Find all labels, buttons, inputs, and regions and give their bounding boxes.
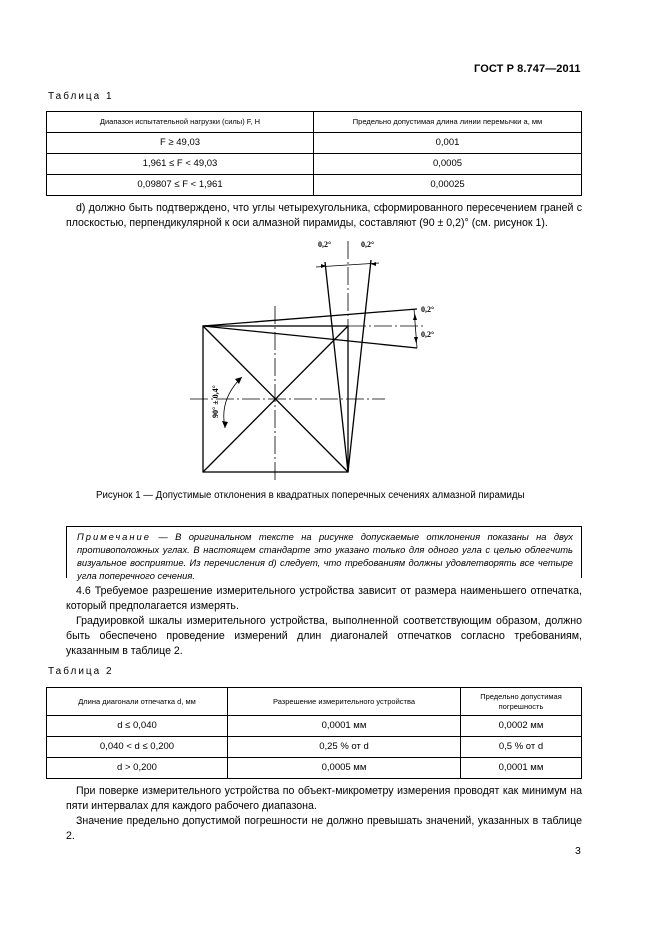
table2: [46, 687, 582, 779]
document-code: ГОСТ Р 8.747—2011: [474, 63, 581, 75]
label-right-upper: 0,2°: [421, 305, 435, 314]
table-row: [47, 175, 582, 196]
table1: [46, 111, 582, 196]
label-right-lower: 0,2°: [421, 330, 435, 339]
figure-diamond-pyramid-section: [185, 236, 455, 486]
table-cell: 0,0002 мм: [461, 716, 582, 737]
arrowhead: [413, 314, 417, 320]
table-cell: 0,001: [314, 133, 582, 154]
paragraph-4-6: 4.6 Требуемое разрешение измерительного устройства зависит от размера наименьшего отпечатка, который предполагается измерять.: [66, 585, 582, 612]
deviation-line: [348, 260, 371, 472]
table-cell: 0,0005: [314, 154, 582, 175]
table-cell: d > 0,200: [47, 758, 228, 779]
table-cell: F ≥ 49,03: [47, 133, 314, 154]
table2-header-cell: Длина диагонали отпечатка d, мм: [47, 688, 228, 716]
table-header-row: [47, 688, 582, 716]
table-cell: d ≤ 0,040: [47, 716, 228, 737]
note-label: Примечание: [77, 531, 151, 542]
paragraph-limit: Значение предельно допустимой погрешности не должно превышать значений, указанных в таблице 2.: [66, 815, 582, 842]
deviation-line: [203, 326, 417, 348]
table-cell: 0,0001 мм: [461, 758, 582, 779]
table-cell: 0,040 < d ≤ 0,200: [47, 737, 228, 758]
table-cell: 0,0005 мм: [228, 758, 461, 779]
table1-header-cell: Предельно допустимая длина линии перемычки a, мм: [314, 112, 582, 133]
table-cell: 1,961 ≤ F < 49,03: [47, 154, 314, 175]
table-cell: 0,5 % от d: [461, 737, 582, 758]
table-row: [47, 758, 582, 779]
table-header-row: [47, 112, 582, 133]
table-row: [47, 737, 582, 758]
table-row: [47, 133, 582, 154]
deviation-line: [203, 309, 417, 326]
arrowhead: [371, 262, 376, 266]
label-top-left: 0,2°: [318, 240, 332, 249]
arrowhead: [414, 337, 418, 343]
angle-arc: [224, 377, 242, 428]
table-cell: 0,25 % от d: [228, 737, 461, 758]
paragraph-check: При поверке измерительного устройства по объект-микрометру измерения проводят как минимум на пяти интервалах для каждого рабочего диапазона.: [66, 785, 582, 812]
figure-caption: Рисунок 1 — Допустимые отклонения в квадратных поперечных сечениях алмазной пирамиды: [96, 490, 525, 501]
label-angle: 90° ± 0,4°: [211, 385, 220, 418]
note-text: — В оригинальном тексте на рисунке допускаемые отклонения показаны на двух противоположных углах. В настоящем стандарте это указано только для одного угла с целью облегчить визуальное восприятие. Из перечисления d) следует, что требованиям должны удовлетворять все четыре угла поперечного сечения.: [77, 531, 573, 581]
paragraph-d: d) должно быть подтверждено, что углы четырехугольника, сформированного пересечением граней с плоскостью, перпендикулярной к оси алмазной пирамиды, составляют (90 ± 0,2)° (см. рисунок 1).: [66, 202, 582, 229]
table-cell: 0,09807 ≤ F < 1,961: [47, 175, 314, 196]
label-top-right: 0,2°: [361, 240, 375, 249]
table1-header-cell: Диапазон испытательной нагрузки (силы) F, Н: [47, 112, 314, 133]
table2-header-cell: Предельно допустимая погрешность: [461, 688, 582, 716]
table-cell: 0,0001 мм: [228, 716, 461, 737]
table-cell: 0,00025: [314, 175, 582, 196]
page-number: 3: [575, 845, 581, 857]
arrowhead: [222, 421, 228, 428]
table1-caption: Таблица 1: [48, 91, 114, 102]
dimension-line: [414, 309, 417, 348]
paragraph-graduation: Градуировкой шкалы измерительного устройства, выполненной соответствующим образом, должно быть обеспечено проведение измерений длин диагоналей отпечатков согласно требованиям, указанным в таблице 2.: [66, 615, 582, 657]
note-box: [66, 526, 582, 581]
deviation-line: [325, 262, 348, 472]
table-row: [47, 716, 582, 737]
table2-header-cell: Разрешение измерительного устройства: [228, 688, 461, 716]
table2-caption: Таблица 2: [48, 666, 114, 677]
table-row: [47, 154, 582, 175]
